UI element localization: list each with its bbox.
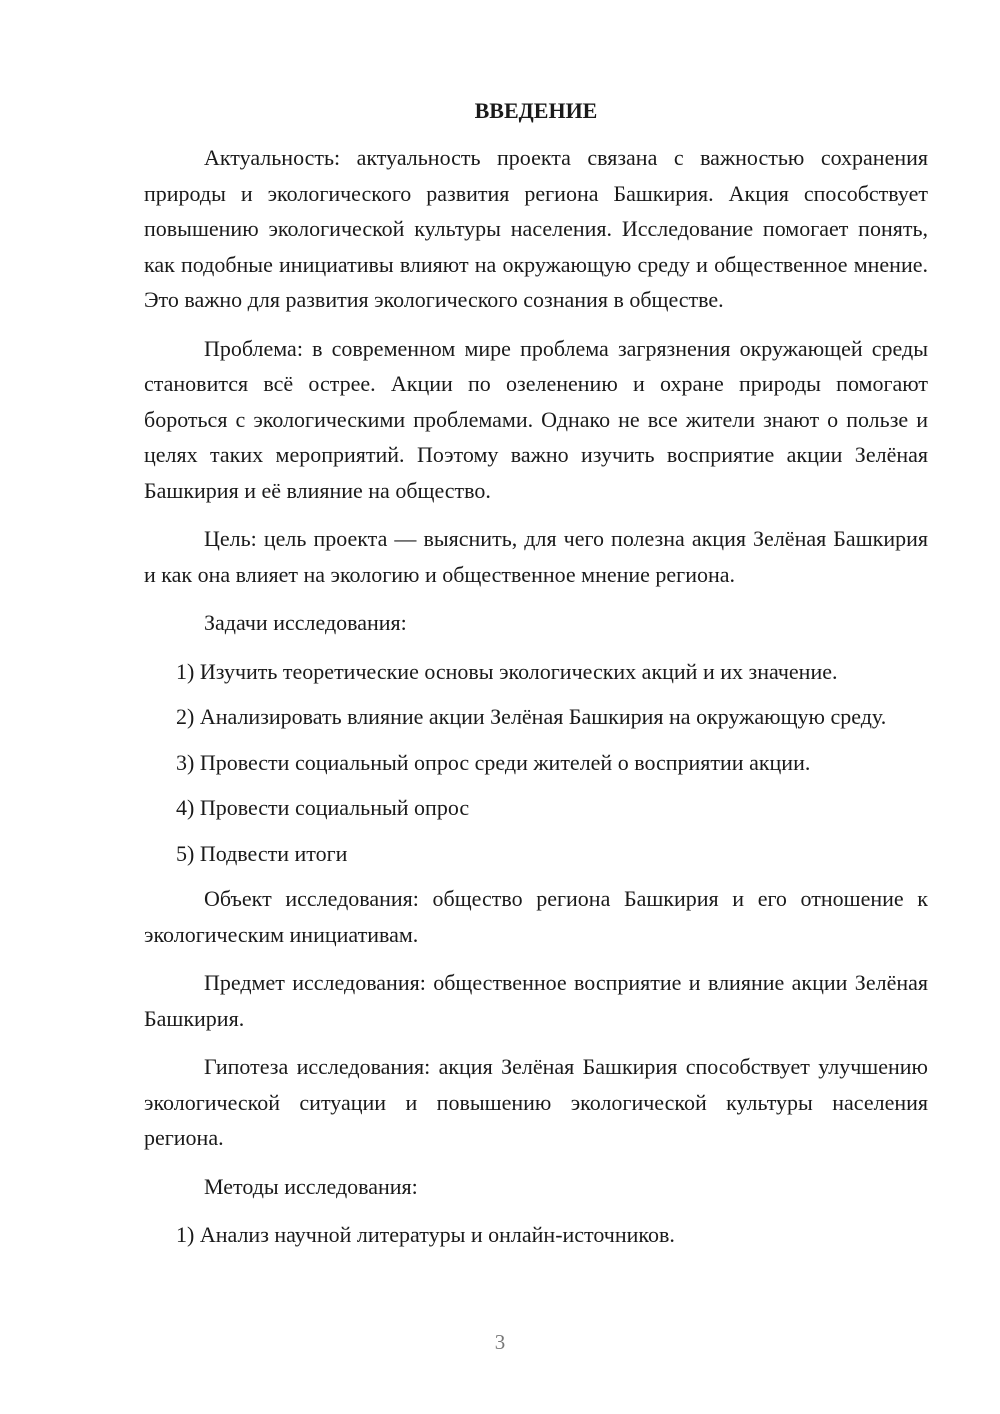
paragraph-methods-title: Методы исследования:	[204, 1173, 418, 1199]
paragraph-tasks-title: Задачи исследования:	[204, 610, 407, 635]
page-number: 3	[494, 1330, 506, 1354]
paragraph-goal: Цель: цель проекта — выяснить, для чего полезна акция Зелёная Башкирия и как она влияет на экологию и общественное мнение региона.	[144, 526, 928, 587]
paragraph-object: Объект исследования: общество региона Башкирия и его отношение к экологическим инициативам.	[144, 886, 928, 947]
paragraph-hypothesis: Гипотеза исследования: акция Зелёная Башкирия способствует улучшению экологической ситуации и повышению экологической культуры населения региона.	[144, 1054, 928, 1150]
paragraph-relevance: Актуальность: актуальность проекта связана с важностью сохранения природы и экологического развития региона Башкирия. Акция способствует повышению экологической культуры населения. Исследование помогает понять, как подобные инициативы влияют на окружающую среду и общественное мнение. Это важно для развития экологического сознания в обществе.	[144, 145, 928, 312]
method-item-1: 1) Анализ научной литературы и онлайн-источников.	[176, 1222, 675, 1247]
paragraph-problem: Проблема: в современном мире проблема загрязнения окружающей среды становится всё острее. Акции по озеленению и охране природы помогают бороться с экологическими проблемами. Однако не все жители знают о пользе и целях таких мероприятий. Поэтому важно изучить восприятие акции Зелёная Башкирия и её влияние на общество.	[144, 335, 928, 503]
task-item-2: 2) Анализировать влияние акции Зелёная Башкирия на окружающую среду.	[176, 704, 887, 729]
task-item-3: 3) Провести социальный опрос среди жителей о восприятии акции.	[176, 749, 811, 775]
task-item-5: 5) Подвести итоги	[176, 840, 348, 866]
section-heading: ВВЕДЕНИЕ	[474, 98, 598, 123]
paragraph-subject: Предмет исследования: общественное восприятие и влияние акции Зелёная Башкирия.	[144, 970, 928, 1031]
task-item-4: 4) Провести социальный опрос	[176, 795, 470, 820]
task-item-1: 1) Изучить теоретические основы экологических акций и их значение.	[176, 658, 838, 684]
